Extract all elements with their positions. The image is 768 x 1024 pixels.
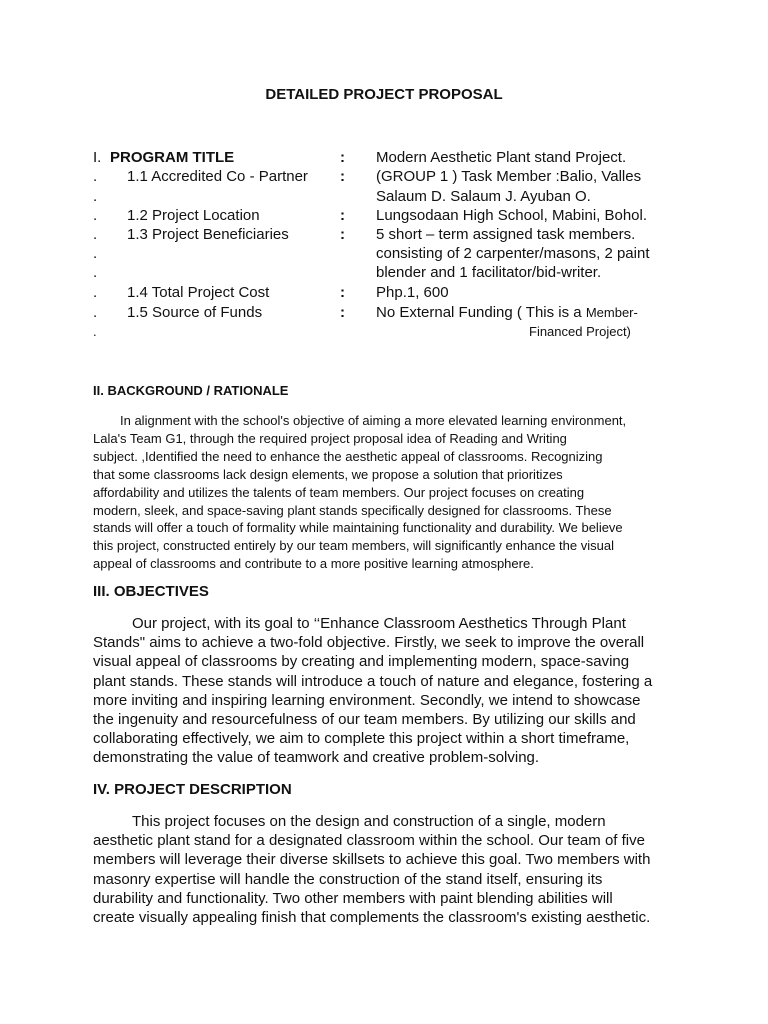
row-dot: .: [93, 284, 98, 301]
beneficiaries-label: 1.3 Project Beneficiaries: [127, 226, 289, 243]
funds-value-cont: Financed Project): [529, 324, 631, 339]
background-line: subject. ,Identified the need to enhance the aesthetic appeal of classrooms. Recognizing: [93, 448, 603, 464]
description-title: . PROJECT DESCRIPTION: [105, 781, 292, 798]
objectives-line: Stands" aims to achieve a two-fold objective. Firstly, we seek to improve the overall: [93, 634, 645, 652]
objectives-line: more inviting and inspiring learning environment. Secondly, we intend to showcase: [93, 691, 641, 709]
description-line: This project focuses on the design and construction of a single, modern: [132, 813, 606, 830]
description-line: durability and functionality. Two other members with paint blending abilities will: [93, 889, 613, 907]
section-roman-1: I.: [93, 149, 102, 166]
beneficiaries-value-cont-2: blender and 1 facilitator/bid-writer.: [376, 264, 602, 281]
location-value: Lungsodaan High School, Mabini, Bohol.: [376, 207, 648, 224]
partner-value: (GROUP 1 ) Task Member :Balio, Valles: [376, 168, 642, 185]
colon: :: [340, 207, 345, 224]
row-dot: .: [93, 304, 98, 321]
document-title: DETAILED PROJECT PROPOSAL: [265, 86, 503, 103]
description-heading: [93, 781, 292, 798]
background-line: In alignment with the school's objective of aiming a more elevated learning environment,: [120, 413, 627, 428]
objectives-line: visual appeal of classrooms by creating and implementing modern, space-saving: [93, 653, 630, 671]
cost-value: Php.1, 600: [376, 284, 449, 301]
description-line: members will leverage their diverse skillsets to achieve this goal. Two members with: [93, 851, 651, 869]
beneficiaries-row-cont: [0, 245, 768, 265]
background-line: Lala's Team G1, through the required project proposal idea of Reading and Writing: [93, 430, 567, 446]
background-heading: II. BACKGROUND / RATIONALE: [93, 383, 289, 398]
objectives-line: demonstrating the value of teamwork and creative problem-solving.: [93, 749, 540, 767]
row-dot: .: [93, 168, 98, 185]
description-paragraph: [93, 812, 678, 927]
description-line: create visually appealing finish that complements the classroom's existing aesthetic.: [93, 909, 651, 927]
funds-value-main: No External Funding ( This is a: [376, 304, 586, 321]
partner-label: 1.1 Accredited Co - Partner: [127, 168, 308, 185]
description-roman: IV: [93, 781, 106, 798]
location-label: 1.2 Project Location: [127, 207, 260, 224]
partner-value-cont: Salaum D. Salaum J. Ayuban O.: [376, 188, 591, 205]
row-dot: .: [93, 324, 97, 339]
objectives-line: the ingenuity and resourcefulness of our team members. By utilizing our skills and: [93, 711, 636, 729]
cost-row: [0, 284, 768, 304]
row-dot: .: [93, 264, 98, 281]
program-title-label: PROGRAM TITLE: [110, 149, 235, 166]
background-line: that some classrooms lack design elements, we propose a solution that prioritizes: [93, 466, 563, 482]
description-line: aesthetic plant stand for a designated classroom within the school. Our team of five: [93, 832, 645, 850]
location-row: [0, 207, 768, 227]
partner-row-cont: [0, 188, 768, 208]
beneficiaries-row-cont-2: [0, 264, 768, 284]
colon: :: [340, 304, 345, 321]
row-dot: .: [93, 245, 98, 262]
program-title-row: [0, 149, 768, 169]
background-line: affordability and utilizes the talents of team members. Our project focuses on creating: [93, 484, 585, 500]
row-dot: .: [93, 226, 98, 243]
colon: :: [340, 168, 345, 185]
objectives-title: . OBJECTIVES: [105, 583, 209, 600]
program-title-value: Modern Aesthetic Plant stand Project.: [376, 149, 627, 166]
row-dot: .: [93, 207, 98, 224]
cost-label: 1.4 Total Project Cost: [127, 284, 270, 301]
background-line: stands will offer a touch of formality while maintaining functionality and durability. We believe: [93, 520, 623, 536]
background-paragraph: [93, 412, 683, 573]
funds-row-cont: [0, 324, 768, 344]
objectives-heading: [93, 583, 209, 600]
background-line: this project, constructed entirely by our team members, will significantly enhance the visual: [93, 538, 614, 554]
colon: :: [340, 149, 345, 166]
objectives-paragraph: [93, 614, 678, 768]
objectives-roman: III: [93, 583, 106, 600]
objectives-line: Our project, with its goal to ‘‘Enhance Classroom Aesthetics Through Plant: [132, 615, 626, 632]
partner-row: [0, 168, 768, 188]
funds-value: [376, 304, 638, 321]
background-line: appeal of classrooms and contribute to a more positive learning atmosphere.: [93, 556, 534, 572]
background-line: modern, sleek, and space-saving plant stands specifically designed for classrooms. These: [93, 502, 612, 518]
description-line: masonry expertise will handle the construction of the stand itself, ensuring its: [93, 870, 603, 888]
objectives-line: plant stands. These stands will introduce a touch of nature and elegance, fostering a: [93, 672, 653, 690]
beneficiaries-value: 5 short – term assigned task members.: [376, 226, 636, 243]
beneficiaries-value-cont: consisting of 2 carpenter/masons, 2 paint: [376, 245, 650, 262]
colon: :: [340, 284, 345, 301]
funds-label: 1.5 Source of Funds: [127, 304, 263, 321]
row-dot: .: [93, 188, 98, 205]
beneficiaries-row: [0, 226, 768, 246]
funds-row: [0, 304, 768, 324]
funds-value-small: Member-: [585, 305, 638, 320]
colon: :: [340, 226, 345, 243]
objectives-line: collaborating effectively, we aim to complete this project within a short timeframe,: [93, 730, 630, 748]
